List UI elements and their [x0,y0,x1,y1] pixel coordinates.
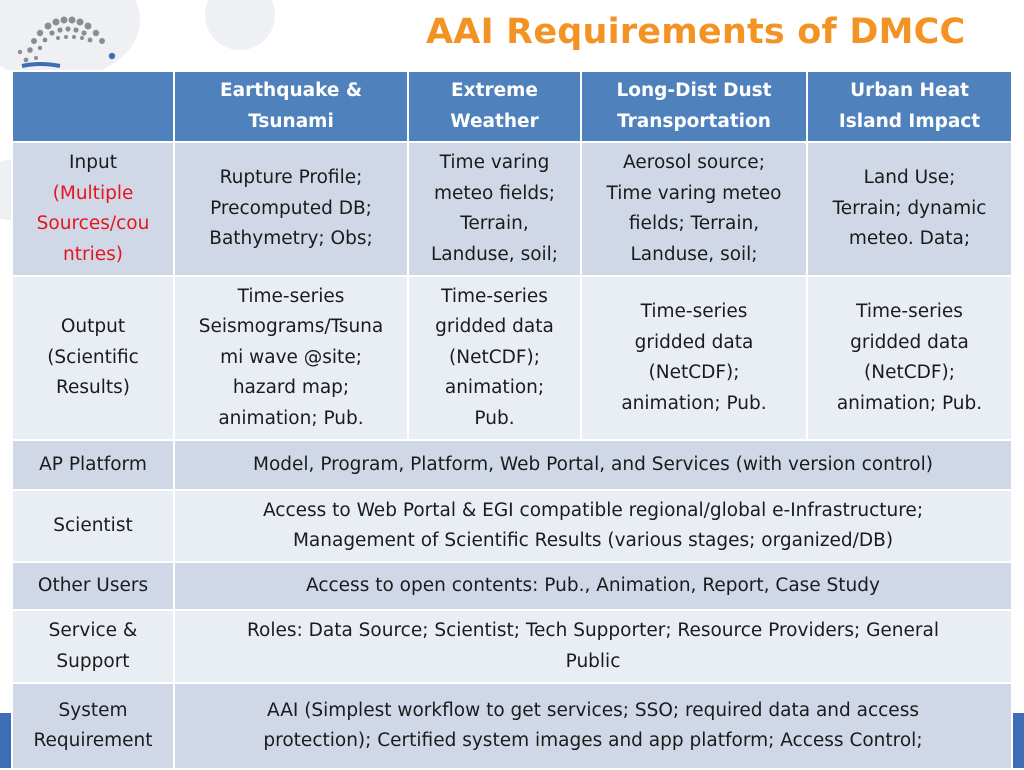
header-earthquake-tsunami: Earthquake & Tsunami [174,71,408,142]
table-header-row [12,71,1012,142]
table-row-scientist [12,490,1012,562]
cell-output-earthquake: Time-series Seismograms/Tsuna mi wave @site; hazard map; animation; Pub. [174,276,408,440]
organization-logo [0,0,140,70]
cell-input-weather: Time varing meteo fields; Terrain, Landuse, soil; [408,142,581,276]
row-label-other-users: Other Users [12,562,174,610]
cell-ap-platform: Model, Program, Platform, Web Portal, and Services (with version control) [174,440,1012,490]
page-title: AAI Requirements of DMCC [426,12,966,52]
header-extreme-weather: Extreme Weather [408,71,581,142]
row-label-scientist: Scientist [12,490,174,562]
table-row-output [12,276,1012,440]
header-long-dist-dust: Long-Dist Dust Transportation [581,71,807,142]
cell-other-users: Access to open contents: Pub., Animation, Report, Case Study [174,562,1012,610]
table-row-other-users [12,562,1012,610]
cell-output-dust: Time-series gridded data (NetCDF); animation; Pub. [581,276,807,440]
row-label-ap-platform: AP Platform [12,440,174,490]
table-row-input [12,142,1012,276]
header-blank [12,71,174,142]
cell-system-requirement: AAI (Simplest workflow to get services; SSO; required data and access protection); Certified system images and app platform; Access Control; [174,683,1012,769]
decorative-circle [205,0,275,50]
cell-scientist: Access to Web Portal & EGI compatible regional/global e-Infrastructure; Management of Scientific Results (various stages; organized/DB) [174,490,1012,562]
cell-output-weather: Time-series gridded data (NetCDF); animation; Pub. [408,276,581,440]
cell-output-urban-heat: Time-series gridded data (NetCDF); animation; Pub. [807,276,1012,440]
row-label-system-requirement: System Requirement [12,683,174,769]
cell-service-support: Roles: Data Source; Scientist; Tech Supporter; Resource Providers; General Public [174,610,1012,683]
table-row-system-requirement [12,683,1012,769]
header-urban-heat: Urban Heat Island Impact [807,71,1012,142]
row-label-output: Output (Scientific Results) [12,276,174,440]
cell-input-urban-heat: Land Use; Terrain; dynamic meteo. Data; [807,142,1012,276]
table-row-service-support [12,610,1012,683]
cell-input-earthquake: Rupture Profile; Precomputed DB; Bathymetry; Obs; [174,142,408,276]
requirements-table [11,70,1013,770]
table-row-ap-platform [12,440,1012,490]
cell-input-dust: Aerosol source; Time varing meteo fields; Terrain, Landuse, soil; [581,142,807,276]
row-label-service-support: Service & Support [12,610,174,683]
row-label-input: Input (Multiple Sources/cou ntries) [12,142,174,276]
